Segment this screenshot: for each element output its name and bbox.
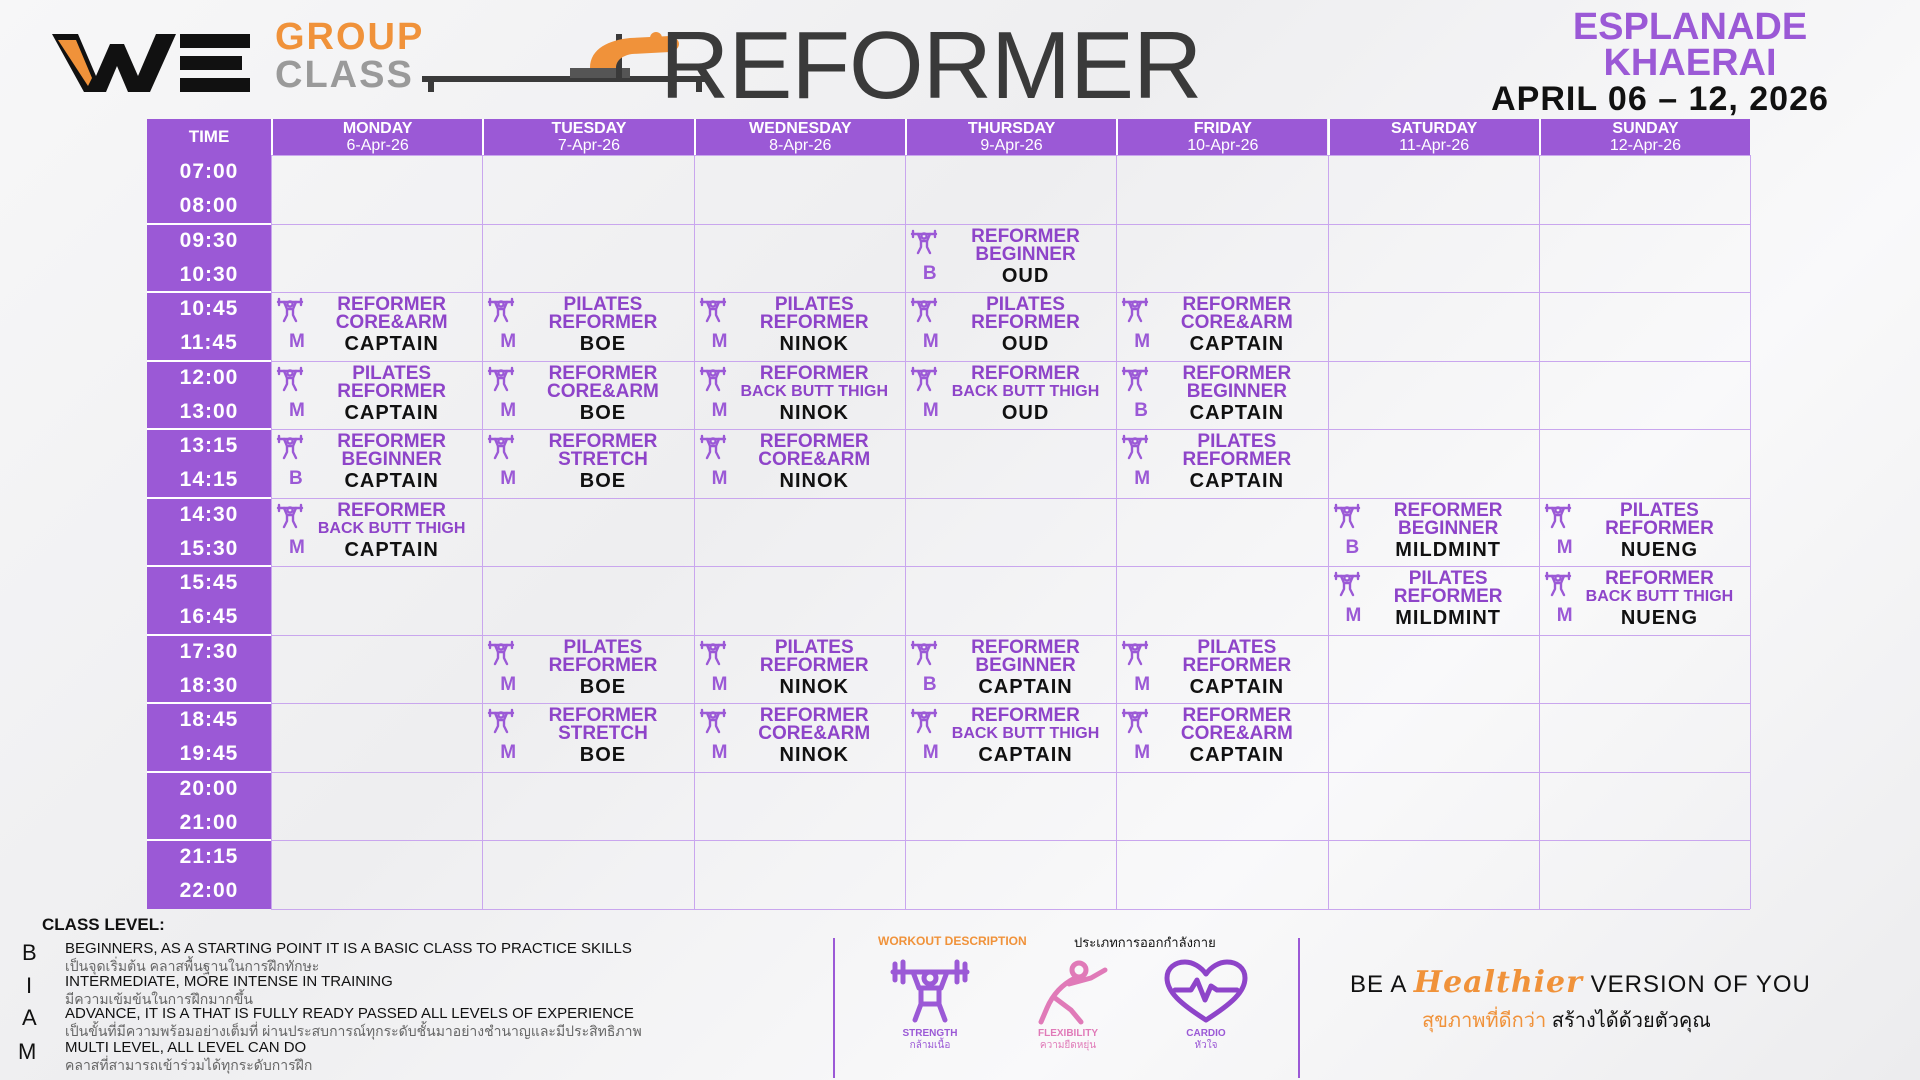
week-range: APRIL 06 – 12, 2026: [1491, 80, 1829, 118]
level-desc-th-b: เป็นจุดเริ่มต้น คลาสพื้นฐานในการฝึกทักษะ: [65, 958, 320, 974]
strength-icon: [1333, 571, 1361, 597]
class-level-badge: M: [500, 673, 517, 695]
class-level-badge: B: [922, 673, 937, 695]
day-date: 6-Apr-26: [346, 137, 409, 154]
strength-icon: [276, 434, 304, 460]
strength-icon: [910, 366, 938, 392]
coach-name: NINOK: [779, 333, 849, 355]
class-name-line2: CORE&ARM: [335, 312, 448, 333]
class-card[interactable]: [696, 361, 903, 429]
coach-name: CAPTAIN: [344, 538, 439, 561]
class-level-badge: M: [1556, 605, 1573, 626]
class-level-badge: M: [711, 399, 728, 421]
class-name-line1: PILATES: [1197, 431, 1277, 452]
class-level-badge: M: [922, 331, 939, 352]
class-card[interactable]: [1118, 429, 1325, 497]
coach-name: NUENG: [1620, 538, 1699, 561]
class-card[interactable]: [1118, 361, 1325, 429]
class-name-line2: CORE&ARM: [1180, 723, 1293, 744]
class-name-line2: BEGINNER: [975, 654, 1076, 676]
class-name-line1: PILATES: [1197, 636, 1277, 658]
class-name-line1: PILATES: [563, 294, 643, 315]
workout-description-title: WORKOUT DESCRIPTION: [878, 934, 1027, 948]
tagline: [1350, 965, 1811, 1000]
class-name-line2: REFORMER: [971, 312, 1080, 333]
class-level-title: CLASS LEVEL:: [42, 915, 165, 934]
class-level-badge: M: [1134, 468, 1151, 489]
day-name: FRIDAY: [1193, 120, 1252, 137]
class-word: CLASS: [275, 54, 414, 96]
class-name-line1: PILATES: [986, 294, 1065, 315]
time-label: 10:30: [179, 262, 239, 286]
coach-name: CAPTAIN: [1189, 470, 1285, 492]
strength-label: STRENGTH: [902, 1028, 958, 1039]
class-card[interactable]: [1118, 703, 1325, 771]
coach-name: CAPTAIN: [978, 744, 1073, 766]
day-header-sunday: [1539, 119, 1750, 155]
class-card[interactable]: [484, 361, 691, 429]
class-card[interactable]: [1541, 566, 1748, 634]
time-label: 13:15: [179, 434, 239, 457]
strength-icon: [276, 503, 304, 529]
coach-name: OUD: [1001, 333, 1050, 355]
day-header-wednesday: [694, 119, 905, 155]
class-card[interactable]: [1118, 292, 1325, 360]
day-date: 9-Apr-26: [980, 137, 1043, 154]
class-name-line2: BEGINNER: [1398, 517, 1499, 539]
time-label: 18:30: [179, 673, 239, 697]
coach-name: CAPTAIN: [344, 401, 439, 424]
class-card[interactable]: [1330, 566, 1537, 634]
class-name-line1: REFORMER: [759, 362, 869, 384]
class-level-badge: M: [711, 331, 728, 352]
strength-icon: [885, 958, 975, 1026]
coach-name: BOE: [579, 401, 627, 424]
tagline-thai-orange: สุขภาพที่ดีกว่า: [1422, 1010, 1547, 1032]
strength-icon: [1121, 434, 1149, 460]
class-card[interactable]: [273, 498, 480, 566]
group-word: GROUP: [275, 16, 425, 58]
coach-name: CAPTAIN: [1189, 675, 1285, 698]
class-card[interactable]: [484, 635, 691, 703]
day-header-saturday: [1328, 119, 1539, 155]
strength-icon: [487, 434, 515, 460]
time-label: 16:45: [179, 605, 239, 629]
class-name-line2: REFORMER: [1182, 654, 1292, 676]
class-name-line2: REFORMER: [337, 380, 447, 402]
day-name: THURSDAY: [967, 120, 1056, 137]
grid-vertical-line: [1116, 155, 1117, 909]
strength-icon: [699, 434, 727, 460]
class-level-badge: M: [922, 399, 939, 421]
coach-name: NINOK: [779, 470, 849, 492]
strength-icon: [699, 640, 727, 666]
strength-icon: [1544, 503, 1572, 529]
class-card[interactable]: [907, 224, 1114, 292]
cardio-icon: [1161, 958, 1251, 1026]
we-brand-logo: [52, 26, 252, 96]
class-name-line1: PILATES: [774, 636, 854, 658]
cardio-label-th: หัวใจ: [1194, 1040, 1218, 1051]
strength-label-th: กล้ามเนื้อ: [909, 1040, 951, 1051]
coach-name: NINOK: [779, 744, 849, 766]
time-label: 11:45: [180, 331, 238, 355]
class-name-line2: CORE&ARM: [758, 449, 871, 470]
class-card[interactable]: [273, 429, 480, 497]
class-name-line1: REFORMER: [1182, 294, 1292, 315]
class-name-line1: REFORMER: [759, 431, 869, 452]
grid-vertical-line: [1328, 155, 1329, 909]
level-desc-b: BEGINNERS, AS A STARTING POINT IT IS A BASIC CLASS TO PRACTICE SKILLS: [65, 940, 632, 957]
class-level-badge: M: [500, 742, 517, 763]
level-letter-a: A: [22, 1005, 37, 1030]
strength-icon: [1121, 366, 1149, 392]
time-label: 08:00: [179, 194, 239, 218]
class-level-badge: M: [711, 673, 728, 695]
branch-name-line2: KHAERAI: [1603, 42, 1777, 84]
branch-name-line1: ESPLANADE: [1572, 6, 1808, 48]
class-level-badge: M: [1134, 331, 1151, 352]
class-card[interactable]: [273, 361, 480, 429]
grid-vertical-line: [1750, 155, 1751, 909]
workout-description-title-th: ประเภทการออกกำลังกาย: [1074, 935, 1216, 950]
class-card[interactable]: [696, 703, 903, 771]
coach-name: BOE: [579, 333, 627, 355]
footer-divider-left: [833, 938, 835, 1078]
day-date: 7-Apr-26: [557, 137, 621, 154]
class-name-line2: BACK BUTT THIGH: [951, 382, 1100, 400]
coach-name: MILDMINT: [1395, 538, 1502, 561]
class-name-line1: REFORMER: [548, 362, 658, 384]
schedule-grid: [147, 119, 1750, 909]
class-card[interactable]: [484, 703, 691, 771]
class-name-line2: BACK BUTT THIGH: [951, 725, 1100, 742]
class-level-badge: M: [289, 331, 305, 352]
level-desc-th-i: มีความเข้มข้นในการฝึกมากขึ้น: [65, 991, 253, 1007]
strength-icon: [276, 297, 304, 323]
class-name-line2: CORE&ARM: [547, 380, 659, 402]
strength-icon: [699, 708, 727, 734]
level-letter-b: B: [22, 940, 37, 965]
time-label: 19:45: [179, 742, 239, 766]
coach-name: NINOK: [779, 401, 849, 424]
class-level-badge: B: [1134, 399, 1148, 421]
cardio-label: CARDIO: [1186, 1028, 1226, 1039]
class-name-line1: PILATES: [563, 636, 643, 658]
time-label: 20:00: [179, 776, 239, 800]
tagline-pre: BE A: [1350, 971, 1407, 998]
level-desc-th-a: เป็นขั้นที่มีความพร้อมอย่างเต็มที่ ผ่านประสบการณ์ทุกระดับชั้นมาอย่างชำนาญและมีประสิทธิภาพ: [65, 1023, 642, 1039]
coach-name: MILDMINT: [1395, 607, 1502, 629]
grid-vertical-line: [905, 155, 906, 909]
coach-name: NINOK: [779, 675, 849, 698]
class-level-badge: M: [1134, 673, 1151, 695]
class-card[interactable]: [907, 703, 1114, 771]
day-date: 10-Apr-26: [1187, 137, 1259, 154]
class-name-line2: REFORMER: [759, 312, 869, 333]
coach-name: CAPTAIN: [344, 470, 439, 492]
strength-icon: [1121, 297, 1149, 323]
grid-horizontal-line: [271, 909, 1750, 910]
grid-horizontal-line: [271, 155, 1750, 156]
grid-vertical-line: [694, 155, 695, 909]
grid-horizontal-line: [271, 772, 1750, 773]
coach-name: CAPTAIN: [344, 333, 439, 355]
class-name-line2: REFORMER: [1393, 586, 1503, 607]
class-name-line1: REFORMER: [337, 499, 447, 521]
level-desc-th-m: คลาสที่สามารถเข้าร่วมได้ทุกระดับการฝึก: [65, 1057, 313, 1073]
tagline-thai-rest: สร้างได้ด้วยตัวคุณ: [1546, 1010, 1711, 1032]
class-name-line1: REFORMER: [971, 705, 1080, 726]
class-card[interactable]: [696, 635, 903, 703]
day-header-tuesday: [482, 119, 693, 155]
class-name-line1: REFORMER: [971, 362, 1080, 384]
time-label: 10:45: [179, 297, 239, 320]
day-name: SUNDAY: [1612, 120, 1679, 137]
day-date: 11-Apr-26: [1399, 137, 1470, 154]
class-level-badge: M: [1134, 742, 1151, 763]
coach-name: BOE: [579, 744, 627, 766]
class-name-line2: STRETCH: [558, 449, 648, 470]
class-level-badge: M: [922, 742, 939, 763]
class-name-line1: PILATES: [1408, 568, 1488, 589]
day-name: TUESDAY: [551, 120, 627, 137]
class-card[interactable]: [484, 292, 691, 360]
level-desc-m: MULTI LEVEL, ALL LEVEL CAN DO: [65, 1039, 307, 1056]
coach-name: BOE: [579, 675, 627, 698]
class-name-line1: REFORMER: [548, 705, 658, 726]
class-name-line2: BACK BUTT THIGH: [740, 382, 889, 400]
class-name-line1: REFORMER: [759, 705, 869, 726]
time-label: 17:30: [179, 639, 239, 663]
footer-divider-right: [1298, 938, 1300, 1078]
coach-name: OUD: [1001, 401, 1050, 424]
time-header: TIME: [188, 127, 230, 146]
day-name: SATURDAY: [1391, 120, 1478, 137]
class-name-line2: REFORMER: [1605, 517, 1714, 539]
day-date: 12-Apr-26: [1609, 137, 1682, 154]
class-card[interactable]: [907, 635, 1114, 703]
flexibility-label-th: ความยืดหยุ่น: [1039, 1040, 1097, 1051]
class-card[interactable]: [907, 292, 1114, 360]
strength-icon: [699, 297, 727, 323]
strength-icon: [1121, 640, 1149, 666]
class-level-badge: M: [711, 742, 728, 763]
class-name-line2: REFORMER: [548, 312, 658, 333]
class-card[interactable]: [907, 361, 1114, 429]
strength-icon: [487, 366, 515, 392]
class-name-line2: BEGINNER: [975, 243, 1076, 265]
time-label: 21:15: [179, 845, 239, 868]
time-label: 12:00: [179, 365, 239, 389]
class-card[interactable]: [696, 429, 903, 497]
coach-name: NUENG: [1620, 607, 1699, 629]
class-card[interactable]: [484, 429, 691, 497]
time-label: 07:00: [179, 160, 239, 183]
strength-icon: [487, 640, 515, 666]
grid-vertical-line: [1539, 155, 1540, 909]
class-name-line1: REFORMER: [548, 431, 658, 452]
coach-name: BOE: [579, 470, 627, 492]
class-card[interactable]: [1541, 498, 1748, 566]
class-name-line1: REFORMER: [1182, 705, 1292, 726]
strength-icon: [699, 366, 727, 392]
class-card[interactable]: [1118, 635, 1325, 703]
strength-icon: [910, 708, 938, 734]
class-name-line1: REFORMER: [1182, 362, 1292, 384]
class-name-line2: BACK BUTT THIGH: [317, 519, 466, 537]
strength-icon: [487, 297, 515, 323]
grid-vertical-line: [271, 155, 272, 909]
strength-icon: [1333, 503, 1361, 529]
tagline-thai: [1422, 1004, 1711, 1036]
tagline-highlight: Healthier: [1413, 965, 1583, 1000]
class-level-badge: B: [922, 262, 937, 284]
time-label: 13:00: [179, 399, 239, 423]
time-label: 14:30: [179, 502, 239, 526]
time-label: 14:15: [179, 468, 239, 492]
class-name-line1: PILATES: [774, 294, 854, 315]
day-name: WEDNESDAY: [748, 120, 852, 137]
class-card[interactable]: [273, 292, 480, 360]
strength-icon: [910, 297, 938, 323]
level-letter-m: M: [18, 1039, 37, 1064]
class-card[interactable]: [696, 292, 903, 360]
class-level-badge: B: [1345, 536, 1360, 558]
class-level-badge: M: [289, 536, 305, 558]
coach-name: OUD: [1001, 264, 1050, 287]
class-level-badge: M: [1345, 605, 1362, 626]
coach-name: CAPTAIN: [978, 675, 1073, 698]
day-name: MONDAY: [342, 120, 413, 137]
flexibility-icon: [1023, 958, 1113, 1026]
day-date: 8-Apr-26: [769, 137, 832, 154]
class-name-line1: REFORMER: [1393, 499, 1503, 521]
strength-icon: [910, 640, 938, 666]
strength-icon: [910, 229, 938, 255]
class-name-line2: BACK BUTT THIGH: [1585, 588, 1734, 605]
class-name-line1: REFORMER: [971, 636, 1080, 658]
class-name-line2: REFORMER: [759, 654, 869, 676]
class-name-line2: BEGINNER: [1186, 380, 1287, 402]
time-label: 22:00: [179, 879, 239, 903]
class-level-badge: M: [1556, 536, 1573, 558]
time-label: 09:30: [179, 228, 239, 252]
class-name-line1: REFORMER: [337, 431, 447, 452]
coach-name: CAPTAIN: [1189, 333, 1285, 355]
class-level-badge: M: [500, 399, 517, 421]
program-title: REFORMER: [660, 12, 1202, 119]
class-name-line1: PILATES: [352, 362, 432, 384]
level-desc-a: ADVANCE, IT IS A THAT IS FULLY READY PASSED ALL LEVELS OF EXPERIENCE: [65, 1005, 634, 1022]
coach-name: CAPTAIN: [1189, 744, 1285, 766]
strength-icon: [1121, 708, 1149, 734]
class-level-badge: M: [500, 468, 517, 489]
grid-horizontal-line: [271, 840, 1750, 841]
level-desc-i: INTERMEDIATE, MORE INTENSE IN TRAINING: [65, 973, 393, 990]
class-card[interactable]: [1330, 498, 1537, 566]
time-label: 15:45: [179, 571, 239, 594]
time-label: 15:30: [179, 536, 239, 560]
strength-icon: [1544, 571, 1572, 597]
coach-name: CAPTAIN: [1189, 401, 1285, 424]
class-name-line2: CORE&ARM: [758, 723, 871, 744]
day-header-friday: [1116, 119, 1327, 155]
class-level-badge: B: [289, 468, 303, 489]
strength-icon: [487, 708, 515, 734]
time-label: 21:00: [179, 810, 239, 834]
class-level-badge: M: [711, 468, 728, 489]
class-name-line2: CORE&ARM: [1180, 312, 1293, 333]
strength-icon: [276, 366, 304, 392]
class-level-badge: M: [289, 399, 305, 421]
class-name-line1: REFORMER: [971, 225, 1080, 247]
day-header-monday: [271, 119, 482, 155]
tagline-post: VERSION OF YOU: [1590, 971, 1811, 998]
class-name-line1: REFORMER: [1605, 568, 1714, 589]
class-name-line2: REFORMER: [548, 654, 658, 676]
class-name-line2: STRETCH: [558, 723, 648, 744]
day-header-thursday: [905, 119, 1116, 155]
class-name-line1: PILATES: [1620, 499, 1699, 521]
class-name-line2: BEGINNER: [341, 449, 442, 470]
time-label: 18:45: [179, 708, 239, 731]
flexibility-label: FLEXIBILITY: [1038, 1028, 1098, 1039]
class-name-line2: REFORMER: [1182, 449, 1292, 470]
grid-vertical-line: [482, 155, 483, 909]
class-name-line1: REFORMER: [337, 294, 447, 315]
class-level-badge: M: [500, 331, 517, 352]
level-letter-i: I: [26, 973, 33, 998]
